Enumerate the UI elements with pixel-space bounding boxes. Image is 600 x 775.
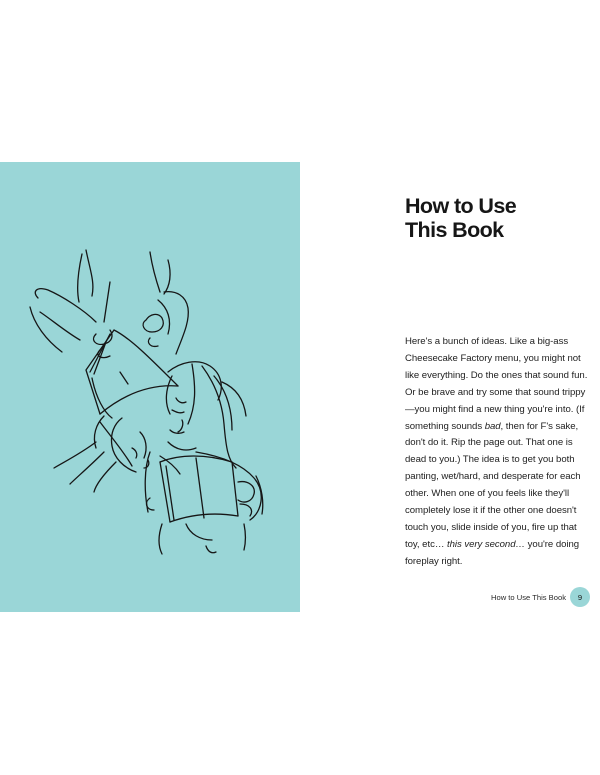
body-emphasis-bad: bad xyxy=(484,420,501,432)
page-title-line-2: This Book xyxy=(405,218,504,242)
body-text-part-1: Here's a bunch of ideas. Like a big-ass Cheesecake Factory menu, you might not like everything. Do the ones that sound fun. Or be brave and try some that sound trippy—you might find a new thing you're into. (If something sounds xyxy=(405,336,588,432)
body-emphasis-this-very-second: this very second… xyxy=(446,538,526,550)
page-title-line-1: How to Use xyxy=(405,194,517,218)
line-art-illustration xyxy=(0,162,300,612)
body-text-part-3: you're doing foreplay right. xyxy=(405,538,580,567)
page-title xyxy=(405,194,585,242)
running-head: How to Use This Book xyxy=(491,592,566,602)
page-footer xyxy=(470,587,590,607)
page-number-badge: 9 xyxy=(570,587,590,607)
illustration-panel xyxy=(0,162,300,612)
body-paragraph xyxy=(405,334,589,571)
body-text-part-2: , then for F's sake, don't do it. Rip the page out. That one is dead to you.) The idea is to get you both panting, wet/hard, and desperate for each other. When one of you feels like they'll completely lose it if the other one doesn't touch you, slide inside of you, fire up that toy, etc… xyxy=(405,420,581,550)
